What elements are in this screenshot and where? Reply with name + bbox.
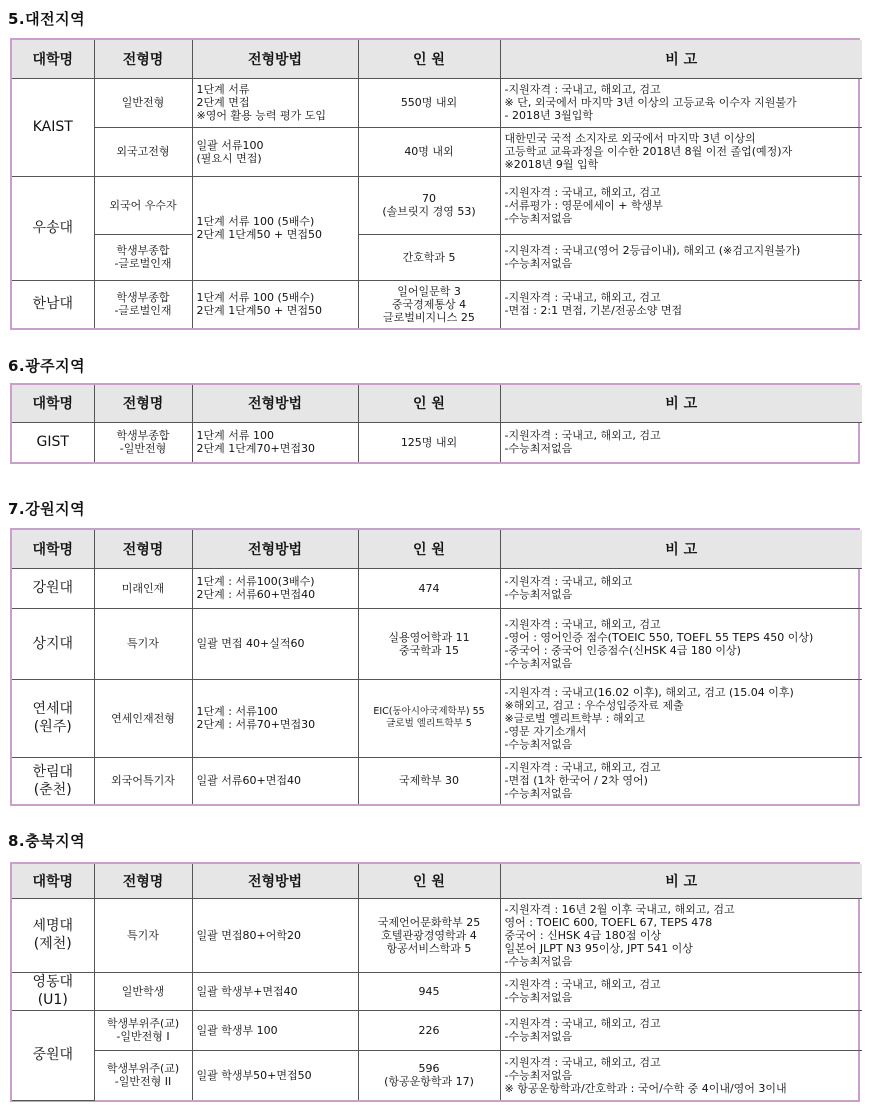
header-method: 전형방법	[192, 530, 358, 568]
note: -지원자격 : 국내고, 해외고, 검고 -영어 : 영어인증 점수(TOEIC 550, TOEFL 55 TEPS 450 이상) -중국어 : 중국어 인증점수(신HSK 4급 180 이상) -수능최저없음	[500, 608, 862, 679]
track-name: 일반학생	[94, 972, 192, 1010]
quota: 실용영어학과 11 중국학과 15	[358, 608, 500, 679]
admission-table	[10, 38, 860, 330]
university-name: 우송대	[12, 176, 94, 280]
selection-method: 1단계 서류 100 (5배수) 2단계 1단계50 + 면접50	[192, 280, 358, 328]
selection-method: 일괄 학생부50+면접50	[192, 1050, 358, 1100]
selection-method: 일괄 면접 40+실적60	[192, 608, 358, 679]
selection-method: 일괄 서류100 (필요시 면접)	[192, 127, 358, 176]
selection-method: 1단계 : 서류100 2단계 : 서류70+면접30	[192, 679, 358, 757]
track-name: 외국어특기자	[94, 757, 192, 804]
quota: 596 (항공운항학과 17)	[358, 1050, 500, 1100]
header-method: 전형방법	[192, 40, 358, 78]
university-name: 상지대	[12, 608, 94, 679]
quota: 550명 내외	[358, 78, 500, 127]
header-track: 전형명	[94, 530, 192, 568]
header-university: 대학명	[12, 864, 94, 898]
note: -지원자격 : 국내고(16.02 이후), 해외고, 검고 (15.04 이후) ※해외고, 검고 : 우수성입증자료 제출 ※글로벌 엘리트학부 : 해외고 -영문 자기소개서 -수능최저없음	[500, 679, 862, 757]
header-university: 대학명	[12, 530, 94, 568]
quota: 국제학부 30	[358, 757, 500, 804]
track-name: 외국어 우수자	[94, 176, 192, 234]
header-university: 대학명	[12, 40, 94, 78]
selection-method: 1단계 서류 100 2단계 1단계70+면접30	[192, 422, 358, 462]
header-quota: 인 원	[358, 864, 500, 898]
note: -지원자격 : 국내고, 해외고, 검고 -면접 : 2:1 면접, 기본/전공소양 면접	[500, 280, 862, 328]
quota: 70 (솔브릿지 경영 53)	[358, 176, 500, 234]
section-title: 8.충북지역	[8, 832, 86, 850]
selection-method: 1단계 서류 100 (5배수) 2단계 1단계50 + 면접50	[192, 176, 358, 280]
university-name: 연세대 (원주)	[12, 679, 94, 757]
note: -지원자격 : 국내고(영어 2등급이내), 해외고 (※검고지원불가) -수능최저없음	[500, 234, 862, 280]
note: -지원자격 : 국내고, 해외고, 검고 -수능최저없음	[500, 422, 862, 462]
track-name: 학생부종합 -글로벌인재	[94, 280, 192, 328]
header-note: 비 고	[500, 864, 862, 898]
quota: 40명 내외	[358, 127, 500, 176]
header-university: 대학명	[12, 385, 94, 422]
note: -지원자격 : 국내고, 해외고, 검고 -면접 (1차 한국어 / 2차 영어) -수능최저없음	[500, 757, 862, 804]
quota: 226	[358, 1010, 500, 1050]
university-name: 한림대 (춘천)	[12, 757, 94, 804]
university-name: 강원대	[12, 568, 94, 608]
track-name: 학생부종합 -일반전형	[94, 422, 192, 462]
university-name: 중원대	[12, 1010, 94, 1100]
section-title: 7.강원지역	[8, 500, 86, 518]
header-note: 비 고	[500, 385, 862, 422]
quota: 국제언어문화학부 25 호텔관광경영학과 4 항공서비스학과 5	[358, 898, 500, 972]
quota: 간호학과 5	[358, 234, 500, 280]
track-name: 일반전형	[94, 78, 192, 127]
header-track: 전형명	[94, 385, 192, 422]
track-name: 학생부위주(교) -일반전형 I	[94, 1010, 192, 1050]
quota: 일어일문학 3 중국경제통상 4 글로벌비지니스 25	[358, 280, 500, 328]
header-quota: 인 원	[358, 40, 500, 78]
quota: 125명 내외	[358, 422, 500, 462]
header-quota: 인 원	[358, 385, 500, 422]
header-note: 비 고	[500, 530, 862, 568]
quota: EIC(동아시아국제학부) 55 글로벌 엘리트학부 5	[358, 679, 500, 757]
university-name: GIST	[12, 422, 94, 462]
admission-table	[10, 528, 860, 806]
university-name: 세명대 (제천)	[12, 898, 94, 972]
note: -지원자격 : 국내고, 해외고, 검고 -수능최저없음	[500, 972, 862, 1010]
track-name: 미래인재	[94, 568, 192, 608]
note: -지원자격 : 국내고, 해외고, 검고 -수능최저없음	[500, 1010, 862, 1050]
header-method: 전형방법	[192, 864, 358, 898]
note: 대한민국 국적 소지자로 외국에서 마지막 3년 이상의 고등학교 교육과정을 이수한 2018년 8월 이전 졸업(예정)자 ※2018년 9월 입학	[500, 127, 862, 176]
university-name: KAIST	[12, 78, 94, 176]
section-title: 6.광주지역	[8, 357, 86, 375]
track-name: 특기자	[94, 898, 192, 972]
selection-method: 1단계 : 서류100(3배수) 2단계 : 서류60+면접40	[192, 568, 358, 608]
track-name: 학생부종합 -글로벌인재	[94, 234, 192, 280]
note: -지원자격 : 16년 2월 이후 국내고, 해외고, 검고 영어 : TOEIC 600, TOEFL 67, TEPS 478 중국어 : 신HSK 4급 180점 이상 일본어 JLPT N3 95이상, JPT 541 이상 -수능최저없음	[500, 898, 862, 972]
note: -지원자격 : 국내고, 해외고, 검고 ※ 단, 외국에서 마지막 3년 이상의 고등교육 이수자 지원불가 - 2018년 3월입학	[500, 78, 862, 127]
selection-method: 일괄 학생부 100	[192, 1010, 358, 1050]
selection-method: 1단계 서류 2단계 면접 ※영어 활용 능력 평가 도입	[192, 78, 358, 127]
selection-method: 일괄 서류60+면접40	[192, 757, 358, 804]
track-name: 연세인재전형	[94, 679, 192, 757]
university-name: 한남대	[12, 280, 94, 328]
track-name: 특기자	[94, 608, 192, 679]
header-method: 전형방법	[192, 385, 358, 422]
header-track: 전형명	[94, 40, 192, 78]
note: -지원자격 : 국내고, 해외고, 검고 -서류평가 : 영문에세이 + 학생부 -수능최저없음	[500, 176, 862, 234]
track-name: 외국고전형	[94, 127, 192, 176]
admission-table	[10, 862, 860, 1102]
quota: 945	[358, 972, 500, 1010]
admission-table	[10, 383, 860, 464]
note: -지원자격 : 국내고, 해외고, 검고 -수능최저없음 ※ 항공운항학과/간호학과 : 국어/수학 중 4이내/영어 3이내	[500, 1050, 862, 1100]
university-name: 영동대 (U1)	[12, 972, 94, 1010]
header-quota: 인 원	[358, 530, 500, 568]
selection-method: 일괄 학생부+면접40	[192, 972, 358, 1010]
note: -지원자격 : 국내고, 해외고 -수능최저없음	[500, 568, 862, 608]
header-note: 비 고	[500, 40, 862, 78]
header-track: 전형명	[94, 864, 192, 898]
section-title: 5.대전지역	[8, 10, 86, 28]
track-name: 학생부위주(교) -일반전형 II	[94, 1050, 192, 1100]
selection-method: 일괄 면접80+어학20	[192, 898, 358, 972]
quota: 474	[358, 568, 500, 608]
